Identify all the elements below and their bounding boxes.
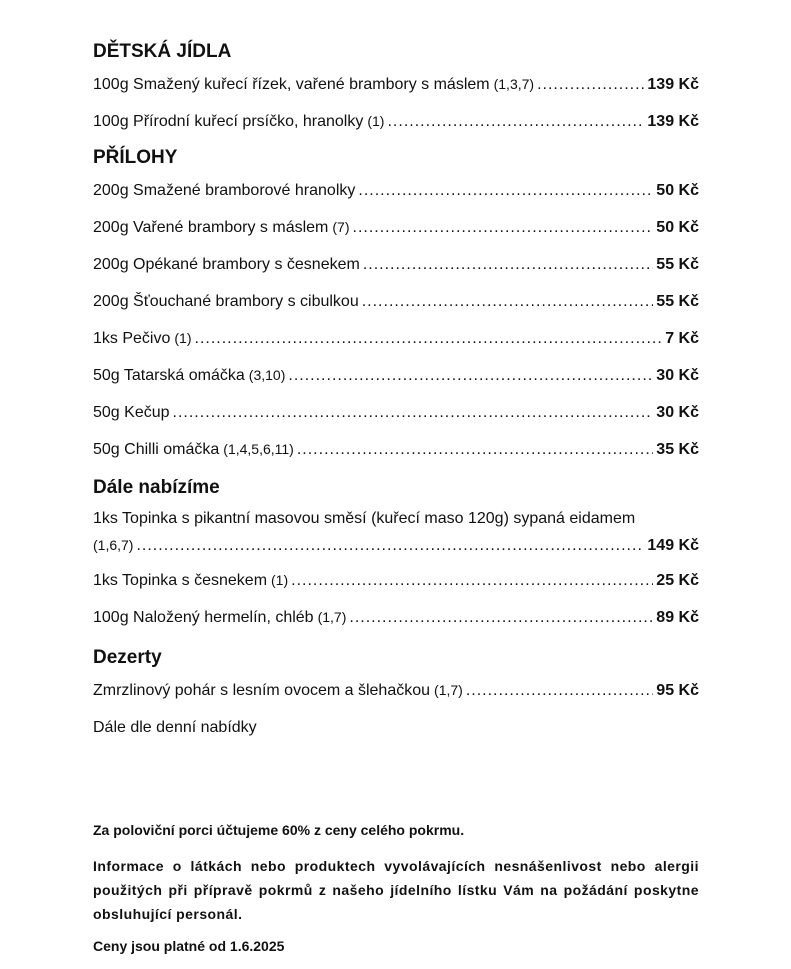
item-price: 30 Kč: [656, 367, 699, 384]
section-title-sides: PŘÍLOHY: [93, 147, 178, 168]
item-price: 30 Kč: [656, 404, 699, 421]
item-allergens: (7): [332, 219, 350, 235]
dot-leader: [363, 246, 653, 283]
dot-leader: [195, 320, 663, 357]
half-portion-note: Za poloviční porci účtujeme 60% z ceny celého pokrmu.: [93, 822, 465, 838]
menu-item: [93, 320, 699, 357]
menu-item: [93, 672, 699, 709]
menu-item: [93, 431, 699, 468]
dot-leader: [353, 209, 654, 246]
dot-leader: [173, 394, 654, 431]
item-name: 200g Vařené brambory s máslem: [93, 219, 329, 236]
item-allergens: (1,7): [434, 682, 463, 698]
item-price: 149 Kč: [647, 537, 699, 554]
item-line: [93, 532, 699, 562]
item-name: 100g Přírodní kuřecí prsíčko, hranolky: [93, 113, 364, 130]
item-price: 55 Kč: [656, 256, 699, 273]
dot-leader: [362, 283, 654, 320]
item-name: 1ks Pečivo: [93, 330, 171, 347]
dot-leader: [537, 66, 644, 103]
item-name: Zmrzlinový pohár s lesním ovocem a šlehačkou: [93, 682, 431, 699]
item-price: 139 Kč: [647, 76, 699, 93]
item-price: 50 Kč: [656, 219, 699, 236]
item-name: 50g Chilli omáčka: [93, 441, 220, 458]
dot-leader: [358, 172, 653, 209]
item-price: 50 Kč: [656, 182, 699, 199]
item-allergens: (1,7): [317, 609, 347, 625]
dot-leader: [349, 599, 653, 636]
item-price: 95 Kč: [656, 682, 699, 699]
item-name: 100g Smažený kuřecí řízek, vařené brambory s máslem: [93, 76, 490, 93]
item-allergens: (1,4,5,6,11): [223, 441, 294, 457]
menu-item: [93, 394, 699, 431]
item-allergens: (1): [174, 330, 192, 346]
daily-offer-note: Dále dle denní nabídky: [93, 719, 257, 736]
dot-leader: [288, 357, 653, 394]
menu-item: [93, 209, 699, 246]
item-allergens: (1): [271, 572, 289, 588]
menu-item: [93, 357, 699, 394]
dot-leader: [466, 672, 653, 709]
item-name: 200g Opékané brambory s česnekem: [93, 256, 360, 273]
section-title-more: Dále nabízíme: [93, 477, 220, 498]
menu-item: [93, 66, 699, 103]
item-price: 35 Kč: [656, 441, 699, 458]
dot-leader: [297, 431, 653, 468]
menu-footer: [93, 820, 699, 956]
menu-item: [93, 506, 699, 562]
item-price: 139 Kč: [647, 113, 699, 130]
menu-item: [93, 172, 699, 209]
allergy-info: Informace o látkách nebo produktech vyvolávajících nesnášenlivost nebo alergii použitých při přípravě pokrmů z našeho jídelního lístku Vám na požádání poskytne obsluhující personál.: [93, 858, 699, 922]
section-title-dessert: Dezerty: [93, 647, 162, 668]
dot-leader: [291, 562, 653, 599]
price-validity: Ceny jsou platné od 1.6.2025: [93, 938, 285, 954]
menu-content: [93, 38, 699, 746]
dot-leader: [136, 533, 644, 559]
item-name: 50g Tatarská omáčka: [93, 367, 245, 384]
item-name: 50g Kečup: [93, 404, 170, 421]
item-name: 1ks Topinka s pikantní masovou směsí (kuřecí maso 120g) sypaná eidamem: [93, 510, 636, 527]
menu-item: [93, 599, 699, 636]
menu-item: [93, 246, 699, 283]
menu-item: [93, 562, 699, 599]
item-name: 100g Naložený hermelín, chléb: [93, 609, 314, 626]
item-name: 1ks Topinka s česnekem: [93, 572, 268, 589]
item-price: 7 Kč: [665, 330, 699, 347]
menu-item: [93, 283, 699, 320]
item-allergens: (1,3,7): [493, 76, 535, 92]
item-allergens: (3,10): [248, 367, 286, 383]
item-price: 25 Kč: [656, 572, 699, 589]
dot-leader: [387, 103, 644, 140]
item-price: 55 Kč: [656, 293, 699, 310]
menu-item: [93, 103, 699, 140]
item-allergens: (1): [367, 113, 385, 129]
item-name: 200g Šťouchané brambory s cibulkou: [93, 293, 359, 310]
section-title-kids: DĚTSKÁ JÍDLA: [93, 41, 232, 62]
item-name: 200g Smažené bramborové hranolky: [93, 182, 356, 199]
item-price: 89 Kč: [656, 609, 699, 626]
item-allergens: (1,6,7): [93, 537, 134, 553]
